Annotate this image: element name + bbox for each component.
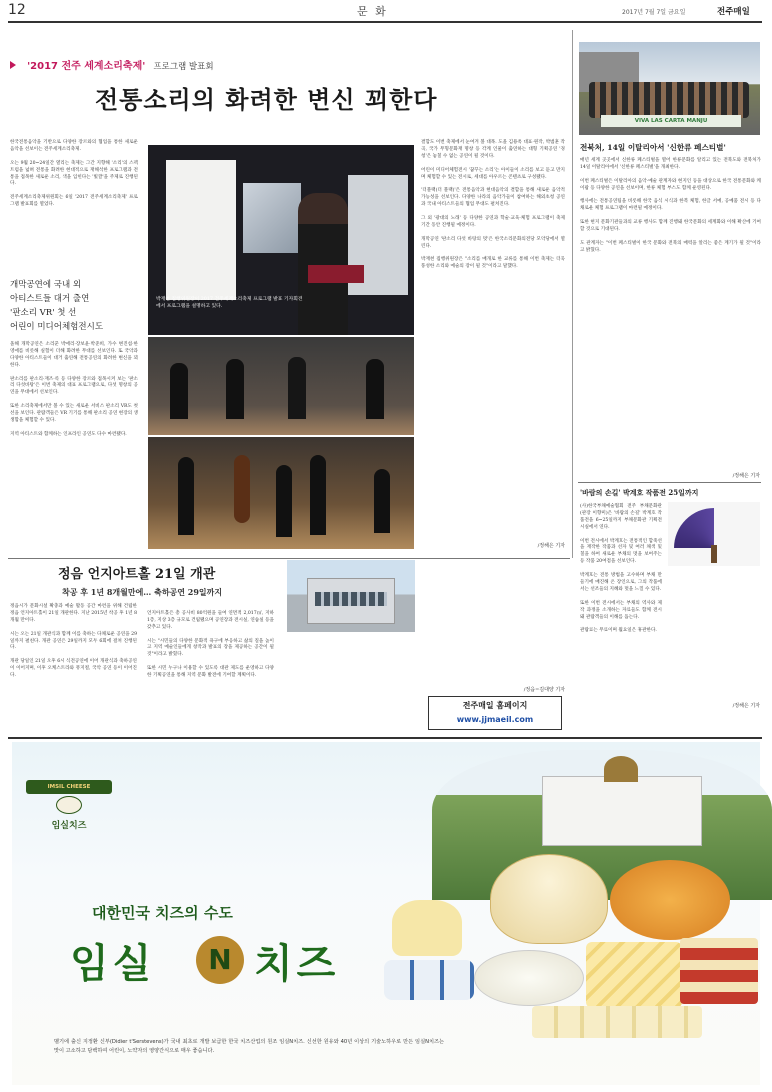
festival-group-photo bbox=[579, 42, 760, 135]
podium bbox=[308, 265, 364, 283]
logo-word-right: 치즈 bbox=[254, 941, 340, 987]
cheese-wheel-large bbox=[490, 854, 608, 944]
castle-dome bbox=[604, 756, 638, 782]
badge-ribbon: IMSIL CHEESE bbox=[26, 780, 112, 794]
right-byline: /정해은 기자 bbox=[732, 473, 760, 479]
fan-hub bbox=[711, 545, 717, 563]
kicker bbox=[10, 54, 214, 72]
cheese-slices bbox=[586, 942, 682, 1008]
fan-body: (사)한국부채예술협회 전주 부채문화관(관장 이향미)은 '바람의 손길' 박계호 작품전을 6~25일까지 부채문화관 기획전시실에서 연다. 이번 전시에서 박계호는 전통적인 합죽선을 재작한 작품과 선자 및 여러 채색 및 칠을 하여 새로운 부채의 멋을 보여주는 등 작품 20여점을 선보인다. 박계호는 전통 방법을 고수하며 부채 만들기에 매진해 온 장인으로, 그의 작품에서는 선조들의 지혜와 멋을 느낄 수 있다. 또한 이번 전시에서는 부채의 역사와 제작 과정을 소개하는 자료들도 함께 전시돼 관람객들의 이해를 돕는다. 관람료는 무료이며 월요일은 휴관한다. bbox=[580, 504, 662, 634]
performance-photo-2 bbox=[148, 437, 414, 549]
cheese-advertisement bbox=[12, 742, 760, 1085]
subhead-line-3: '판소리 VR' 첫 선 bbox=[10, 308, 77, 318]
section-name: 문 화 bbox=[357, 5, 388, 18]
festival-poster-left bbox=[166, 160, 236, 300]
column-divider-right bbox=[572, 30, 573, 558]
double-bass bbox=[234, 455, 250, 523]
subhead-line-1: 개막공연에 국내 외 bbox=[10, 280, 82, 290]
performer-4 bbox=[366, 359, 384, 419]
performer-6 bbox=[276, 465, 292, 537]
crowd-row bbox=[589, 82, 749, 118]
poster-color-block bbox=[243, 183, 301, 253]
festival-banner: VIVA LAS CARTA MANJU bbox=[601, 115, 741, 127]
main-body-left: 올해 개막공연은 소리꾼 박애리·장보윤·박준희, 가수 변진섭·한영애를 비롯해 실험이 더해 화려한 무대를 선보인다. 또 국악과 다양한 아티스트들이 대거 출연해 전통공연의 화려한 변신을 꾀한다. 판소리를 판소리·재즈·록 등 다양한 장르와 접목시켜 보는 '판소리 다섯바탕'은 이번 축제의 대표 프로그램으로, 다섯 명창의 공연을 무대에서 선보인다. 또한 소리축제에서만 볼 수 있는 새로운 서비스 판소리 VR도 첫 선을 보인다. 관람객들은 VR 기기를 통해 판소리 공연 현장의 생생함을 체험할 수 있다. 지역 아티스트와 함께하는 인프라인 공연도 다수 마련됐다. bbox=[10, 342, 138, 437]
lower-section-rule bbox=[8, 558, 570, 559]
hall-body-mid bbox=[287, 636, 415, 704]
performer-8 bbox=[374, 469, 390, 533]
homepage-box[interactable] bbox=[428, 696, 562, 730]
main-body-right: 결합도 이번 축제에서 눈여겨 볼 대목. 도올 김용옥 대표·원작, 박범훈 작곡, 국가 무형문화재 명창 등 각계 인물이 출연하는 대형 기획공연 '경청'은 놓칠 수 없는 공연이 될 것이다. 어린이 미디어체험전시 '꿈꾸는 소리'는 아이들이 소리를 보고 듣고 만지며 체험할 수 있는 전시로, 세대를 아우르는 콘텐츠로 구성됐다. '더블랙(더 블랙)'은 전통음악과 현대음악의 결합을 통해 새로운 음악적 가능성을 선보인다. 다양한 나라의 음악가들이 참여하는 해외초청 공연과 국내 아티스트들의 협업 무대도 펼쳐진다. 그 외 '광대의 노래' 등 다양한 공연과 학술·교육·체험 프로그램이 축제 기간 동안 진행될 예정이다. 개막공연 '판소리 다섯 바탕의 멋'은 한국소리문화의전당 모악당에서 열린다. 박재천 집행위원장은 "소리를 매개로 한 교류를 통해 이번 축제는 더욱 풍성한 소리와 예술의 장이 될 것"이라고 말했다. bbox=[421, 140, 565, 270]
subhead-line-2: 아티스트들 대거 출연 bbox=[10, 294, 90, 304]
hall-headline: 정음 언지아트홀 21일 개관 bbox=[58, 567, 216, 582]
cheese-packages bbox=[680, 938, 758, 1004]
hall-byline: /정읍=김대양 기자 bbox=[523, 687, 565, 693]
ad-tagline: 대한민국 치즈의 수도 bbox=[92, 904, 233, 922]
kicker-highlight: '2017 전주 세계소리축제' bbox=[27, 61, 146, 72]
badge-cow-icon bbox=[56, 796, 82, 814]
cheese-blocks bbox=[532, 1006, 702, 1038]
kicker-rest: 프로그램 발표회 bbox=[153, 62, 214, 72]
subhead-block bbox=[10, 278, 138, 334]
triangle-icon bbox=[10, 61, 16, 69]
shredded-cheese-bowl bbox=[474, 950, 584, 1006]
fan-photo bbox=[668, 502, 760, 566]
right-section-rule bbox=[578, 482, 761, 483]
performer-7 bbox=[310, 455, 326, 535]
subhead-line-4: 어린이 미디어체험전시도 bbox=[10, 322, 104, 332]
homepage-url[interactable]: www.jjmaeil.com bbox=[456, 715, 534, 724]
hall-windows bbox=[315, 592, 387, 606]
performer-5 bbox=[178, 457, 194, 535]
paper-name: 전주매일 bbox=[717, 7, 750, 17]
performer-2 bbox=[226, 359, 244, 419]
hall-body: 정읍시가 문화시설 확충과 예술 활동 공간 마련을 위해 건립한 정읍 언지아트홀이 21일 개관한다. 지난 2015년 착공 후 1년 8개월 만이다. 시는 오는 21일 개관식과 함께 이를 축하는 다채로운 공연을 29일까지 펼친다. 개관 공연은 29일까지 모두 6회에 걸쳐 진행된다. 개관 당일인 21일 오후 6시 식전공연에 이어 개관식과 축하공연이 이어지며, 이후 오케스트라와 뮤지컬, 국악 공연 등이 이어진다. 언지아트홀은 총 공사비 80억원을 들여 연면적 2,017㎡, 지하 1층, 지상 3층 규모로 건립됐으며 공연장과 전시실, 연습실 등을 갖추고 있다. 시는 "시민들의 다양한 문화적 욕구에 부응하고 삶의 질을 높이고 지역 예술인들에게 창작과 발표의 장을 제공하는 공간이 될 것"이라고 밝혔다. 또한 시민 누구나 이용할 수 있도록 대관 제도를 운영하고 다양한 기획공연을 통해 지역 문화 발전에 기여할 계획이다. bbox=[10, 604, 274, 679]
logo-n-emblem: N bbox=[196, 936, 244, 984]
yogurt-cups bbox=[384, 960, 474, 1000]
ad-footer-text: 벨기에 출신 지정환 신부(Didier t'Serstevens)가 국내 최초로 개발 보급한 한국 치즈산업의 원조 임실N치즈. 신선한 원유와 40년 이상의 기술노하우로 만든 임실N치즈는 맛이 고소하고 담백하여 어린이, 노약자의 영양간식으로 매우 좋습니다. bbox=[54, 1039, 446, 1054]
art-hall-photo bbox=[287, 560, 415, 632]
ad-top-rule bbox=[8, 737, 762, 739]
page-number: 12 bbox=[8, 2, 26, 18]
imsil-n-cheese-logo bbox=[70, 932, 370, 990]
main-headline: 전통소리의 화려한 변신 꾀한다 bbox=[95, 85, 438, 114]
cheese-wheel-orange bbox=[610, 860, 730, 940]
right-body: 매년 세계 곳곳에서 신한류 페스티벌을 열어 한류문화를 알리고 있는 전북도와 전북처가 14일 이탈리아에서 '신한류 페스티벌'을 개최한다. 이번 페스티벌은 이탈리아의 음악·예술 관계자와 현지인 등을 대상으로 한국 전통문화와 케이팝 등 다양한 공연을 선보이며, 한류 체험 부스도 함께 운영된다. 행사에는 전통공연팀을 비롯해 한국 음식 시식과 한복 체험, 한글 서예, 공예품 전시 등 다채로운 체험 프로그램이 마련될 예정이다. 또한 현지 문화기관들과의 교류 행사도 함께 진행돼 한국문화의 세계화와 이해 확산에 기여할 것으로 기대된다. 도 관계자는 "이번 페스티벌이 한국 문화와 전북의 매력을 알리는 좋은 계기가 될 것"이라고 밝혔다. bbox=[580, 158, 761, 253]
badge-name: 임실치즈 bbox=[51, 821, 87, 831]
performance-photo-1 bbox=[148, 337, 414, 435]
cheese-wedge bbox=[392, 900, 462, 956]
fan-headline: '바람의 손길' 박계호 작품전 25일까지 bbox=[580, 488, 699, 497]
hall-subhead: 착공 후 1년 8개월만에… 축하공연 29일까지 bbox=[62, 587, 223, 597]
main-photo-caption: 박재천 집행위원장이 2017 전주세계소리축제 프로그램 발표 기자회견에서 프로그램을 설명하고 있다. bbox=[156, 297, 303, 309]
logo-word-left: 임실 bbox=[70, 941, 156, 987]
homepage-title: 전주매일 홈페이지 bbox=[462, 700, 528, 710]
fan-byline: /정해은 기자 bbox=[732, 703, 760, 709]
main-byline: /정해은 기자 bbox=[537, 543, 565, 549]
performer-1 bbox=[170, 363, 188, 419]
header-rule bbox=[8, 21, 762, 23]
lead-text: 한국전통음악을 기반으로 다양한 장르와의 협업을 통한 새로운 음악을 선보이는 전주세계소리축제. 오는 9월 20~24일간 열리는 축제는 그간 지향해 '소리'의 스펙트럼을 넓혀 전통을 화려한 현대적으로 재해석한 프로그램과 전통을 접목한 새로운 소리, 색을 입힌다는 '빛깔'을 주제로 진행된다. 전주세계소리축제위원회는 6일 '2017 전주세계소리축제' 프로그램 발표회를 열었다. bbox=[10, 140, 138, 208]
right-headline: 전북처, 14일 이탈리아서 '신한류 페스티벌' bbox=[580, 143, 726, 152]
hall-body-right bbox=[421, 564, 565, 684]
fan-body-cont bbox=[580, 570, 761, 700]
issue-date: 2017년 7월 7일 금요일 bbox=[622, 9, 686, 16]
performer-3 bbox=[288, 357, 306, 419]
castle-building bbox=[542, 776, 702, 846]
imsil-cheese-badge bbox=[26, 780, 112, 836]
press-conference-photo bbox=[148, 145, 414, 335]
